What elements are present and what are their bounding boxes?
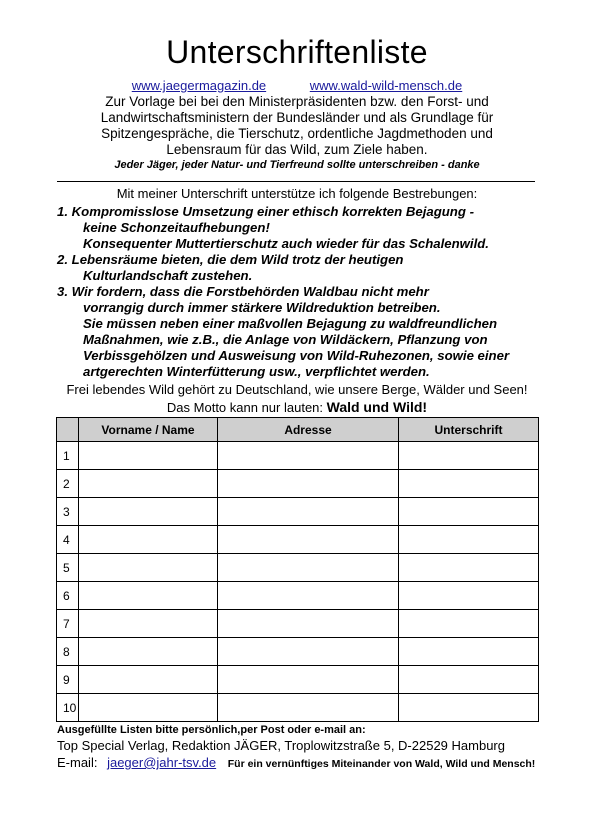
name-cell[interactable] — [79, 554, 218, 582]
goal-item-2 — [57, 252, 557, 284]
footer-address: Top Special Verlag, Redaktion JÄGER, Troplowitzstraße 5, D-22529 Hamburg — [57, 738, 505, 753]
motto-prefix: Das Motto kann nur lauten: — [166, 400, 327, 415]
row-number: 3 — [57, 498, 79, 526]
address-cell[interactable] — [218, 470, 399, 498]
signature-cell[interactable] — [399, 666, 539, 694]
address-cell[interactable] — [218, 526, 399, 554]
name-cell[interactable] — [79, 666, 218, 694]
address-cell[interactable] — [218, 694, 399, 722]
footer-instructions: Ausgefüllte Listen bitte persönlich,per Post oder e-mail an: — [57, 724, 366, 736]
row-number: 1 — [57, 442, 79, 470]
link-wald-wild-mensch[interactable]: www.wald-wild-mensch.de — [309, 78, 463, 93]
row-number: 7 — [57, 610, 79, 638]
intro-line: Spitzengespräche, die Tierschutz, ordentliche Jagdmethoden und — [101, 126, 493, 141]
name-cell[interactable] — [79, 694, 218, 722]
goal-line: Maßnahmen, wie z.B., die Anlage von Wildäckern, Pflanzung von — [83, 332, 488, 347]
intro-line: Lebensraum für das Wild, zum Ziele haben. — [166, 142, 428, 157]
address-cell[interactable] — [218, 554, 399, 582]
table-row — [57, 666, 539, 694]
motto-bold: Wald und Wild! — [326, 399, 428, 415]
table-row — [57, 610, 539, 638]
intro-line: Landwirtschaftsministern der Bundesländer und als Grundlage für — [100, 110, 494, 125]
footer-contact — [57, 755, 535, 772]
table-row — [57, 470, 539, 498]
col-header-signature: Unterschrift — [399, 418, 539, 442]
signature-cell[interactable] — [399, 554, 539, 582]
footer-slogan: Für ein vernünftiges Miteinander von Wald, Wild und Mensch! — [227, 758, 536, 770]
name-cell[interactable] — [79, 526, 218, 554]
email-label: E-mail: — [57, 755, 98, 770]
goal-line: Verbissgehölzen und Ausweisung von Wild-Ruhezonen, sowie einer — [83, 348, 510, 363]
intro-note: Jeder Jäger, jeder Natur- und Tierfreund sollte unterschreiben - danke — [114, 159, 480, 171]
signature-cell[interactable] — [399, 470, 539, 498]
goal-line: 3. Wir fordern, dass die Forstbehörden Waldbau nicht mehr — [57, 284, 429, 299]
table-row — [57, 694, 539, 722]
name-cell[interactable] — [79, 610, 218, 638]
support-line: Mit meiner Unterschrift unterstütze ich folgende Bestrebungen: — [116, 186, 478, 201]
name-cell[interactable] — [79, 638, 218, 666]
signature-cell[interactable] — [399, 442, 539, 470]
row-number: 10 — [57, 694, 79, 722]
address-cell[interactable] — [218, 498, 399, 526]
address-cell[interactable] — [218, 442, 399, 470]
goal-line: Konsequenter Muttertierschutz auch wieder für das Schalenwild. — [83, 236, 489, 251]
row-number: 5 — [57, 554, 79, 582]
table-row — [57, 442, 539, 470]
goal-line: Sie müssen neben einer maßvollen Bejagung zu waldfreundlichen — [83, 316, 498, 331]
goal-item-1 — [57, 204, 557, 252]
address-cell[interactable] — [218, 638, 399, 666]
signature-table — [56, 417, 539, 722]
signature-cell[interactable] — [399, 610, 539, 638]
row-number: 8 — [57, 638, 79, 666]
col-header-number — [57, 418, 79, 442]
goal-line: keine Schonzeitaufhebungen! — [83, 220, 270, 235]
signature-cell[interactable] — [399, 582, 539, 610]
row-number: 6 — [57, 582, 79, 610]
table-row — [57, 554, 539, 582]
address-cell[interactable] — [218, 610, 399, 638]
goal-line: 2. Lebensräume bieten, die dem Wild trotz der heutigen — [57, 252, 404, 267]
intro-text — [40, 94, 554, 158]
goal-item-3 — [57, 284, 557, 380]
website-links — [0, 78, 594, 94]
name-cell[interactable] — [79, 582, 218, 610]
page-title: Unterschriftenliste — [166, 34, 428, 70]
goal-line: 1. Kompromisslose Umsetzung einer ethisch korrekten Bejagung - — [57, 204, 474, 219]
goal-line: Kulturlandschaft zustehen. — [83, 268, 253, 283]
row-number: 9 — [57, 666, 79, 694]
table-row — [57, 638, 539, 666]
name-cell[interactable] — [79, 498, 218, 526]
col-header-address: Adresse — [218, 418, 399, 442]
intro-line: Zur Vorlage bei bei den Ministerpräsidenten bzw. den Forst- und — [105, 94, 489, 109]
name-cell[interactable] — [79, 470, 218, 498]
row-number: 2 — [57, 470, 79, 498]
signature-cell[interactable] — [399, 638, 539, 666]
table-row — [57, 526, 539, 554]
motto — [0, 399, 594, 416]
table-row — [57, 582, 539, 610]
goal-line: artgerechten Winterfütterung usw., verpflichtet werden. — [83, 364, 430, 379]
row-number: 4 — [57, 526, 79, 554]
table-header-row — [57, 418, 539, 442]
signature-cell[interactable] — [399, 694, 539, 722]
goals-list — [57, 204, 557, 380]
motto-line: Frei lebendes Wild gehört zu Deutschland, wie unsere Berge, Wälder und Seen! — [66, 382, 528, 397]
address-cell[interactable] — [218, 666, 399, 694]
goal-line: vorrangig durch immer stärkere Wildreduktion betreiben. — [83, 300, 441, 315]
divider — [57, 181, 535, 182]
table-body — [57, 442, 539, 722]
email-link[interactable]: jaeger@jahr-tsv.de — [107, 755, 217, 770]
link-jaegermagazin[interactable]: www.jaegermagazin.de — [131, 78, 267, 93]
table-row — [57, 498, 539, 526]
signature-cell[interactable] — [399, 526, 539, 554]
name-cell[interactable] — [79, 442, 218, 470]
col-header-name: Vorname / Name — [79, 418, 218, 442]
signature-cell[interactable] — [399, 498, 539, 526]
address-cell[interactable] — [218, 582, 399, 610]
